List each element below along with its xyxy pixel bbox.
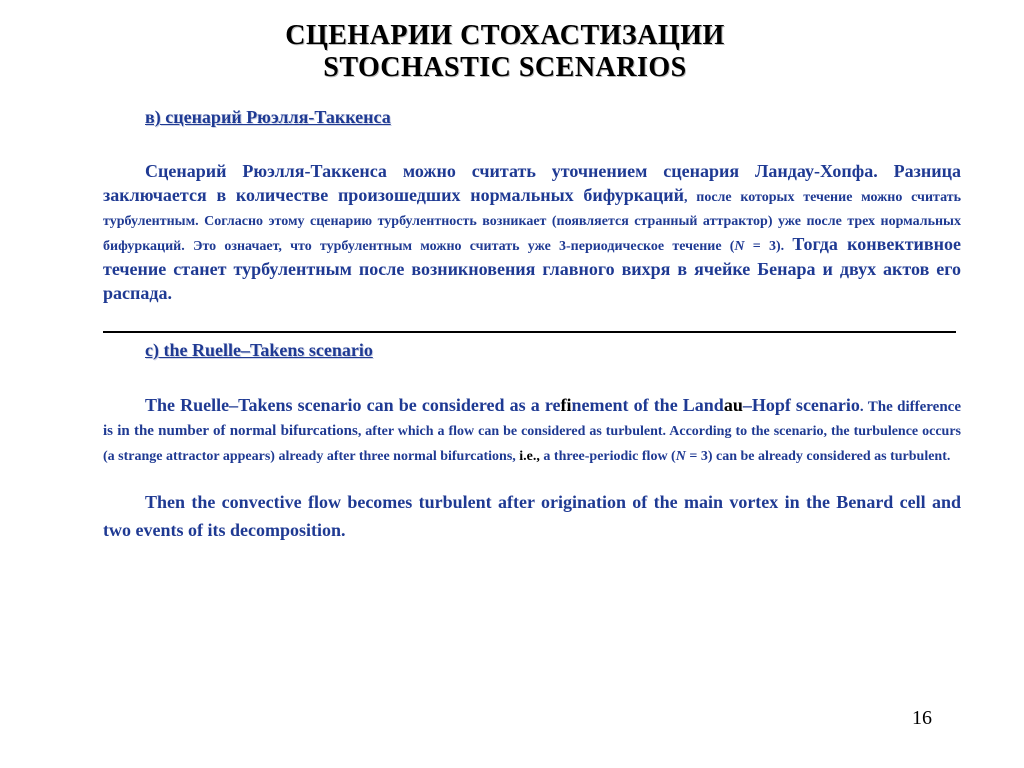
- text-en-f: . The difference is in the number of normal bifurcations: [103, 399, 961, 439]
- title-block: [0, 20, 1010, 84]
- text-ru-n: N: [734, 239, 745, 254]
- text-en-g: , after which a flow can be considered as turbulent. According to the scenario, the turbulence occurs (a strange attractor appears) already after three normal bifurcations,: [103, 424, 961, 464]
- text-en-d: au: [723, 395, 743, 415]
- page-number: 16: [912, 707, 932, 729]
- paragraph-en-1: [103, 393, 961, 469]
- text-en-n: N: [675, 449, 686, 464]
- text-ru-c: = 3).: [744, 239, 793, 254]
- text-en-j: = 3) can be already considered as turbulent.: [685, 449, 951, 464]
- text-ru-b: , после которых течение можно считать турбулентным. Согласно этому сценарию турбулентность возникает (появляется странный аттрактор) уже после трех нормальных бифуркаций. Это означает, что турбулентным можно считать уже 3-периодическое течение (: [103, 190, 961, 254]
- text-en-b: fi: [560, 395, 572, 415]
- text-en-p2: Then the convective flow becomes turbulent after origination of the main vortex in the Benard cell and two events of its decomposition.: [103, 492, 961, 540]
- divider-line: [103, 331, 956, 333]
- paragraph-en-2: [103, 489, 961, 545]
- text-ru-d: Тогда конвективное течение станет турбулентным после возникновения главного вихря в ячейке Бенара и двух актов его распада.: [103, 234, 962, 303]
- text-en-h: i.e.,: [519, 449, 540, 464]
- text-en-e: –Hopf scenario: [742, 395, 860, 415]
- text-en-c: nement of the Land: [571, 395, 724, 415]
- text-ru-a: Сценарий Рюэлля-Таккенса можно считать уточнением сценария Ландау-Хопфа. Разница заключается в количестве произошедших нормальных бифуркаций: [103, 161, 961, 205]
- section-heading-en: c) the Ruelle–Takens scenario: [145, 340, 373, 360]
- paragraph-ru: [103, 160, 961, 306]
- text-en-a: The Ruelle–Takens scenario can be considered as a re: [145, 395, 561, 415]
- section-heading-ru: в) сценарий Рюэлля-Таккенса: [145, 107, 391, 127]
- page-title-ru: СЦЕНАРИИ СТОХАСТИЗАЦИИ: [285, 20, 725, 51]
- text-en-i: a three-periodic flow (: [539, 449, 676, 464]
- page-title-en: STOCHASTIC SCENARIOS: [323, 52, 687, 83]
